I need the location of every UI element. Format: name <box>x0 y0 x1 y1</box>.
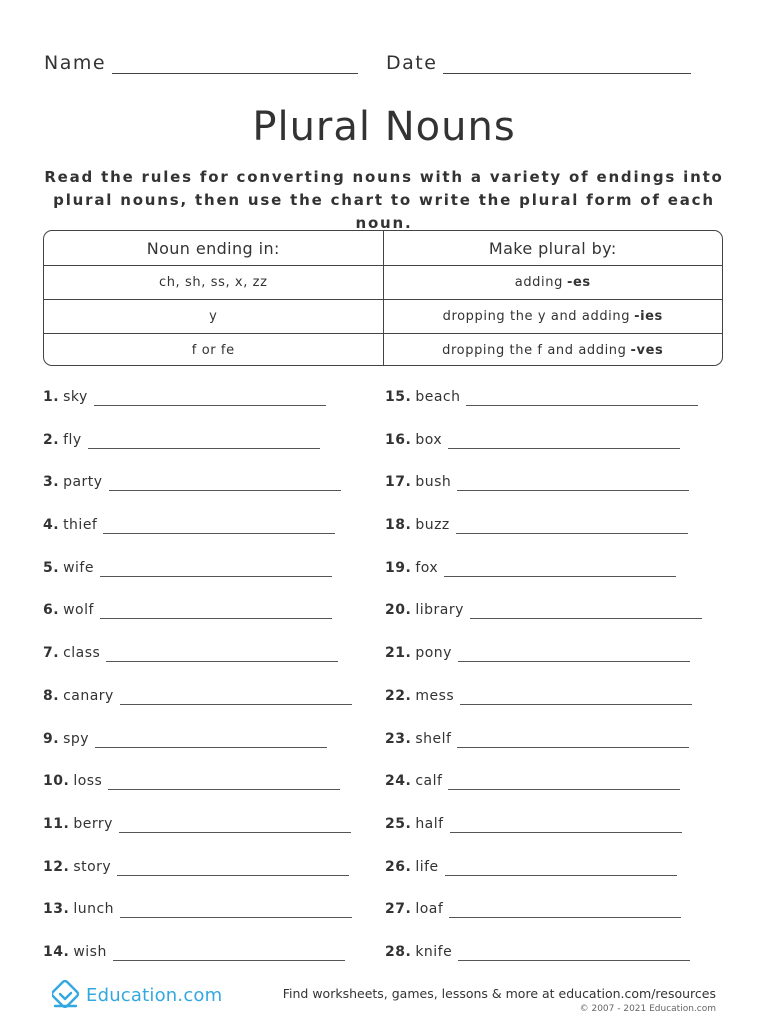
items-column-left <box>43 385 352 983</box>
list-item <box>385 641 702 684</box>
item-word: fox <box>415 559 439 576</box>
item-number: 9. <box>43 730 60 747</box>
rule-text: adding <box>514 275 563 290</box>
item-number: 14. <box>43 943 70 960</box>
logo-text: Education.com <box>86 984 223 1006</box>
item-word: bush <box>415 474 452 491</box>
name-field <box>44 52 358 74</box>
answer-line[interactable] <box>120 901 352 918</box>
item-word: wife <box>63 559 94 576</box>
item-word: wish <box>73 943 107 960</box>
list-item <box>43 855 352 898</box>
answer-line[interactable] <box>466 389 698 406</box>
item-word: pony <box>415 645 452 662</box>
plural-rule-cell <box>383 300 723 333</box>
item-word: story <box>73 858 112 875</box>
item-word: canary <box>63 687 114 704</box>
item-word: spy <box>63 730 90 747</box>
list-item <box>385 769 702 812</box>
rules-table <box>43 230 723 366</box>
list-item <box>43 812 352 855</box>
item-number: 13. <box>43 901 70 918</box>
answer-line[interactable] <box>457 731 689 748</box>
list-item <box>43 940 352 983</box>
item-word: lunch <box>73 901 115 918</box>
answer-line[interactable] <box>88 432 320 449</box>
rule-suffix: -es <box>566 275 591 290</box>
footer-tagline[interactable]: Find worksheets, games, lessons & more at education.com/resources <box>282 986 716 1001</box>
answer-line[interactable] <box>448 432 680 449</box>
education-logo[interactable] <box>52 980 222 1010</box>
answer-line[interactable] <box>100 560 332 577</box>
item-word: loss <box>73 773 103 790</box>
rule-suffix: -ies <box>634 309 663 324</box>
item-number: 4. <box>43 517 60 534</box>
rule-text: dropping the y and adding <box>442 309 631 324</box>
item-word: class <box>63 645 101 662</box>
answer-line[interactable] <box>448 773 680 790</box>
list-item <box>385 598 702 641</box>
item-number: 3. <box>43 474 60 491</box>
item-word: fly <box>63 431 82 448</box>
item-word: thief <box>63 517 98 534</box>
item-number: 28. <box>385 943 412 960</box>
header-noun-ending: Noun ending in: <box>146 238 280 258</box>
answer-line[interactable] <box>456 517 688 534</box>
answer-line[interactable] <box>445 859 677 876</box>
list-item <box>43 513 352 556</box>
item-number: 21. <box>385 645 412 662</box>
answer-line[interactable] <box>119 816 351 833</box>
answer-line[interactable] <box>113 944 345 961</box>
answer-line[interactable] <box>108 773 340 790</box>
rule-text: dropping the f and adding <box>442 343 627 358</box>
answer-line[interactable] <box>460 688 692 705</box>
footer-copyright: © 2007 - 2021 Education.com <box>579 1004 716 1014</box>
rules-table-row <box>44 299 722 333</box>
page-title: Plural Nouns <box>252 104 516 150</box>
list-item <box>43 385 352 428</box>
list-item <box>43 556 352 599</box>
list-item <box>385 556 702 599</box>
list-item <box>43 727 352 770</box>
item-word: wolf <box>63 602 94 619</box>
noun-ending-cell: y <box>209 309 218 324</box>
list-item <box>43 684 352 727</box>
item-word: shelf <box>415 730 452 747</box>
list-item <box>385 940 702 983</box>
item-number: 25. <box>385 815 412 832</box>
date-label: Date <box>386 52 438 74</box>
plural-rule-cell <box>383 266 723 299</box>
answer-line[interactable] <box>106 645 338 662</box>
item-number: 18. <box>385 517 412 534</box>
item-number: 7. <box>43 645 60 662</box>
list-item <box>385 727 702 770</box>
item-word: sky <box>63 389 88 405</box>
noun-ending-cell: ch, sh, ss, x, zz <box>158 275 268 290</box>
item-word: loaf <box>415 901 444 918</box>
answer-line[interactable] <box>95 731 327 748</box>
instructions: Read the rules for converting nouns with a variety of endings into plural nouns, then use the chart to write the plural form of each noun. <box>44 168 724 232</box>
footer <box>283 986 716 1014</box>
item-number: 26. <box>385 858 412 875</box>
list-item <box>385 385 702 428</box>
list-item <box>43 598 352 641</box>
item-number: 16. <box>385 431 412 448</box>
list-item <box>385 470 702 513</box>
date-answer-line[interactable] <box>443 55 691 74</box>
item-word: knife <box>415 943 453 960</box>
item-number: 8. <box>43 687 60 704</box>
answer-line[interactable] <box>444 560 676 577</box>
list-item <box>43 470 352 513</box>
answer-line[interactable] <box>109 474 341 491</box>
answer-line[interactable] <box>103 517 335 534</box>
name-answer-line[interactable] <box>112 55 358 74</box>
item-word: buzz <box>415 517 450 534</box>
item-word: calf <box>415 773 443 790</box>
item-number: 15. <box>385 389 412 405</box>
header-make-plural: Make plural by: <box>383 231 723 265</box>
answer-line[interactable] <box>120 688 352 705</box>
answer-line[interactable] <box>458 944 690 961</box>
item-word: box <box>415 431 443 448</box>
name-date-header <box>44 52 724 78</box>
item-number: 1. <box>43 389 60 405</box>
rules-table-row <box>44 333 722 366</box>
item-number: 27. <box>385 901 412 918</box>
item-number: 19. <box>385 559 412 576</box>
item-number: 10. <box>43 773 70 790</box>
answer-line[interactable] <box>117 859 349 876</box>
item-number: 11. <box>43 815 70 832</box>
noun-ending-cell: f or fe <box>191 343 235 358</box>
item-number: 20. <box>385 602 412 619</box>
answer-line[interactable] <box>458 645 690 662</box>
item-word: life <box>415 858 439 875</box>
answer-line[interactable] <box>94 389 326 406</box>
item-word: beach <box>415 389 461 405</box>
item-number: 5. <box>43 559 60 576</box>
item-number: 17. <box>385 474 412 491</box>
list-item <box>385 428 702 471</box>
answer-line[interactable] <box>449 901 681 918</box>
answer-line[interactable] <box>470 602 702 619</box>
plural-rule-cell <box>383 334 723 366</box>
item-number: 2. <box>43 431 60 448</box>
rule-suffix: -ves <box>630 343 664 358</box>
item-word: mess <box>415 687 455 704</box>
name-label: Name <box>44 52 107 74</box>
item-word: party <box>63 474 103 491</box>
list-item <box>385 855 702 898</box>
list-item <box>385 812 702 855</box>
item-word: half <box>415 815 444 832</box>
list-item <box>43 769 352 812</box>
list-item <box>385 513 702 556</box>
answer-line[interactable] <box>450 816 682 833</box>
list-item <box>43 897 352 940</box>
item-number: 12. <box>43 858 70 875</box>
list-item <box>43 641 352 684</box>
education-logo-icon <box>52 980 82 1010</box>
item-number: 24. <box>385 773 412 790</box>
answer-line[interactable] <box>457 474 689 491</box>
list-item <box>43 428 352 471</box>
item-number: 6. <box>43 602 60 619</box>
answer-line[interactable] <box>100 602 332 619</box>
item-word: library <box>415 602 464 619</box>
item-word: berry <box>73 815 113 832</box>
date-field <box>386 52 691 74</box>
item-number: 22. <box>385 687 412 704</box>
list-item <box>385 684 702 727</box>
items-column-right <box>385 385 702 983</box>
rules-table-row <box>44 265 722 299</box>
list-item <box>385 897 702 940</box>
rules-table-header <box>44 231 722 265</box>
item-number: 23. <box>385 730 412 747</box>
